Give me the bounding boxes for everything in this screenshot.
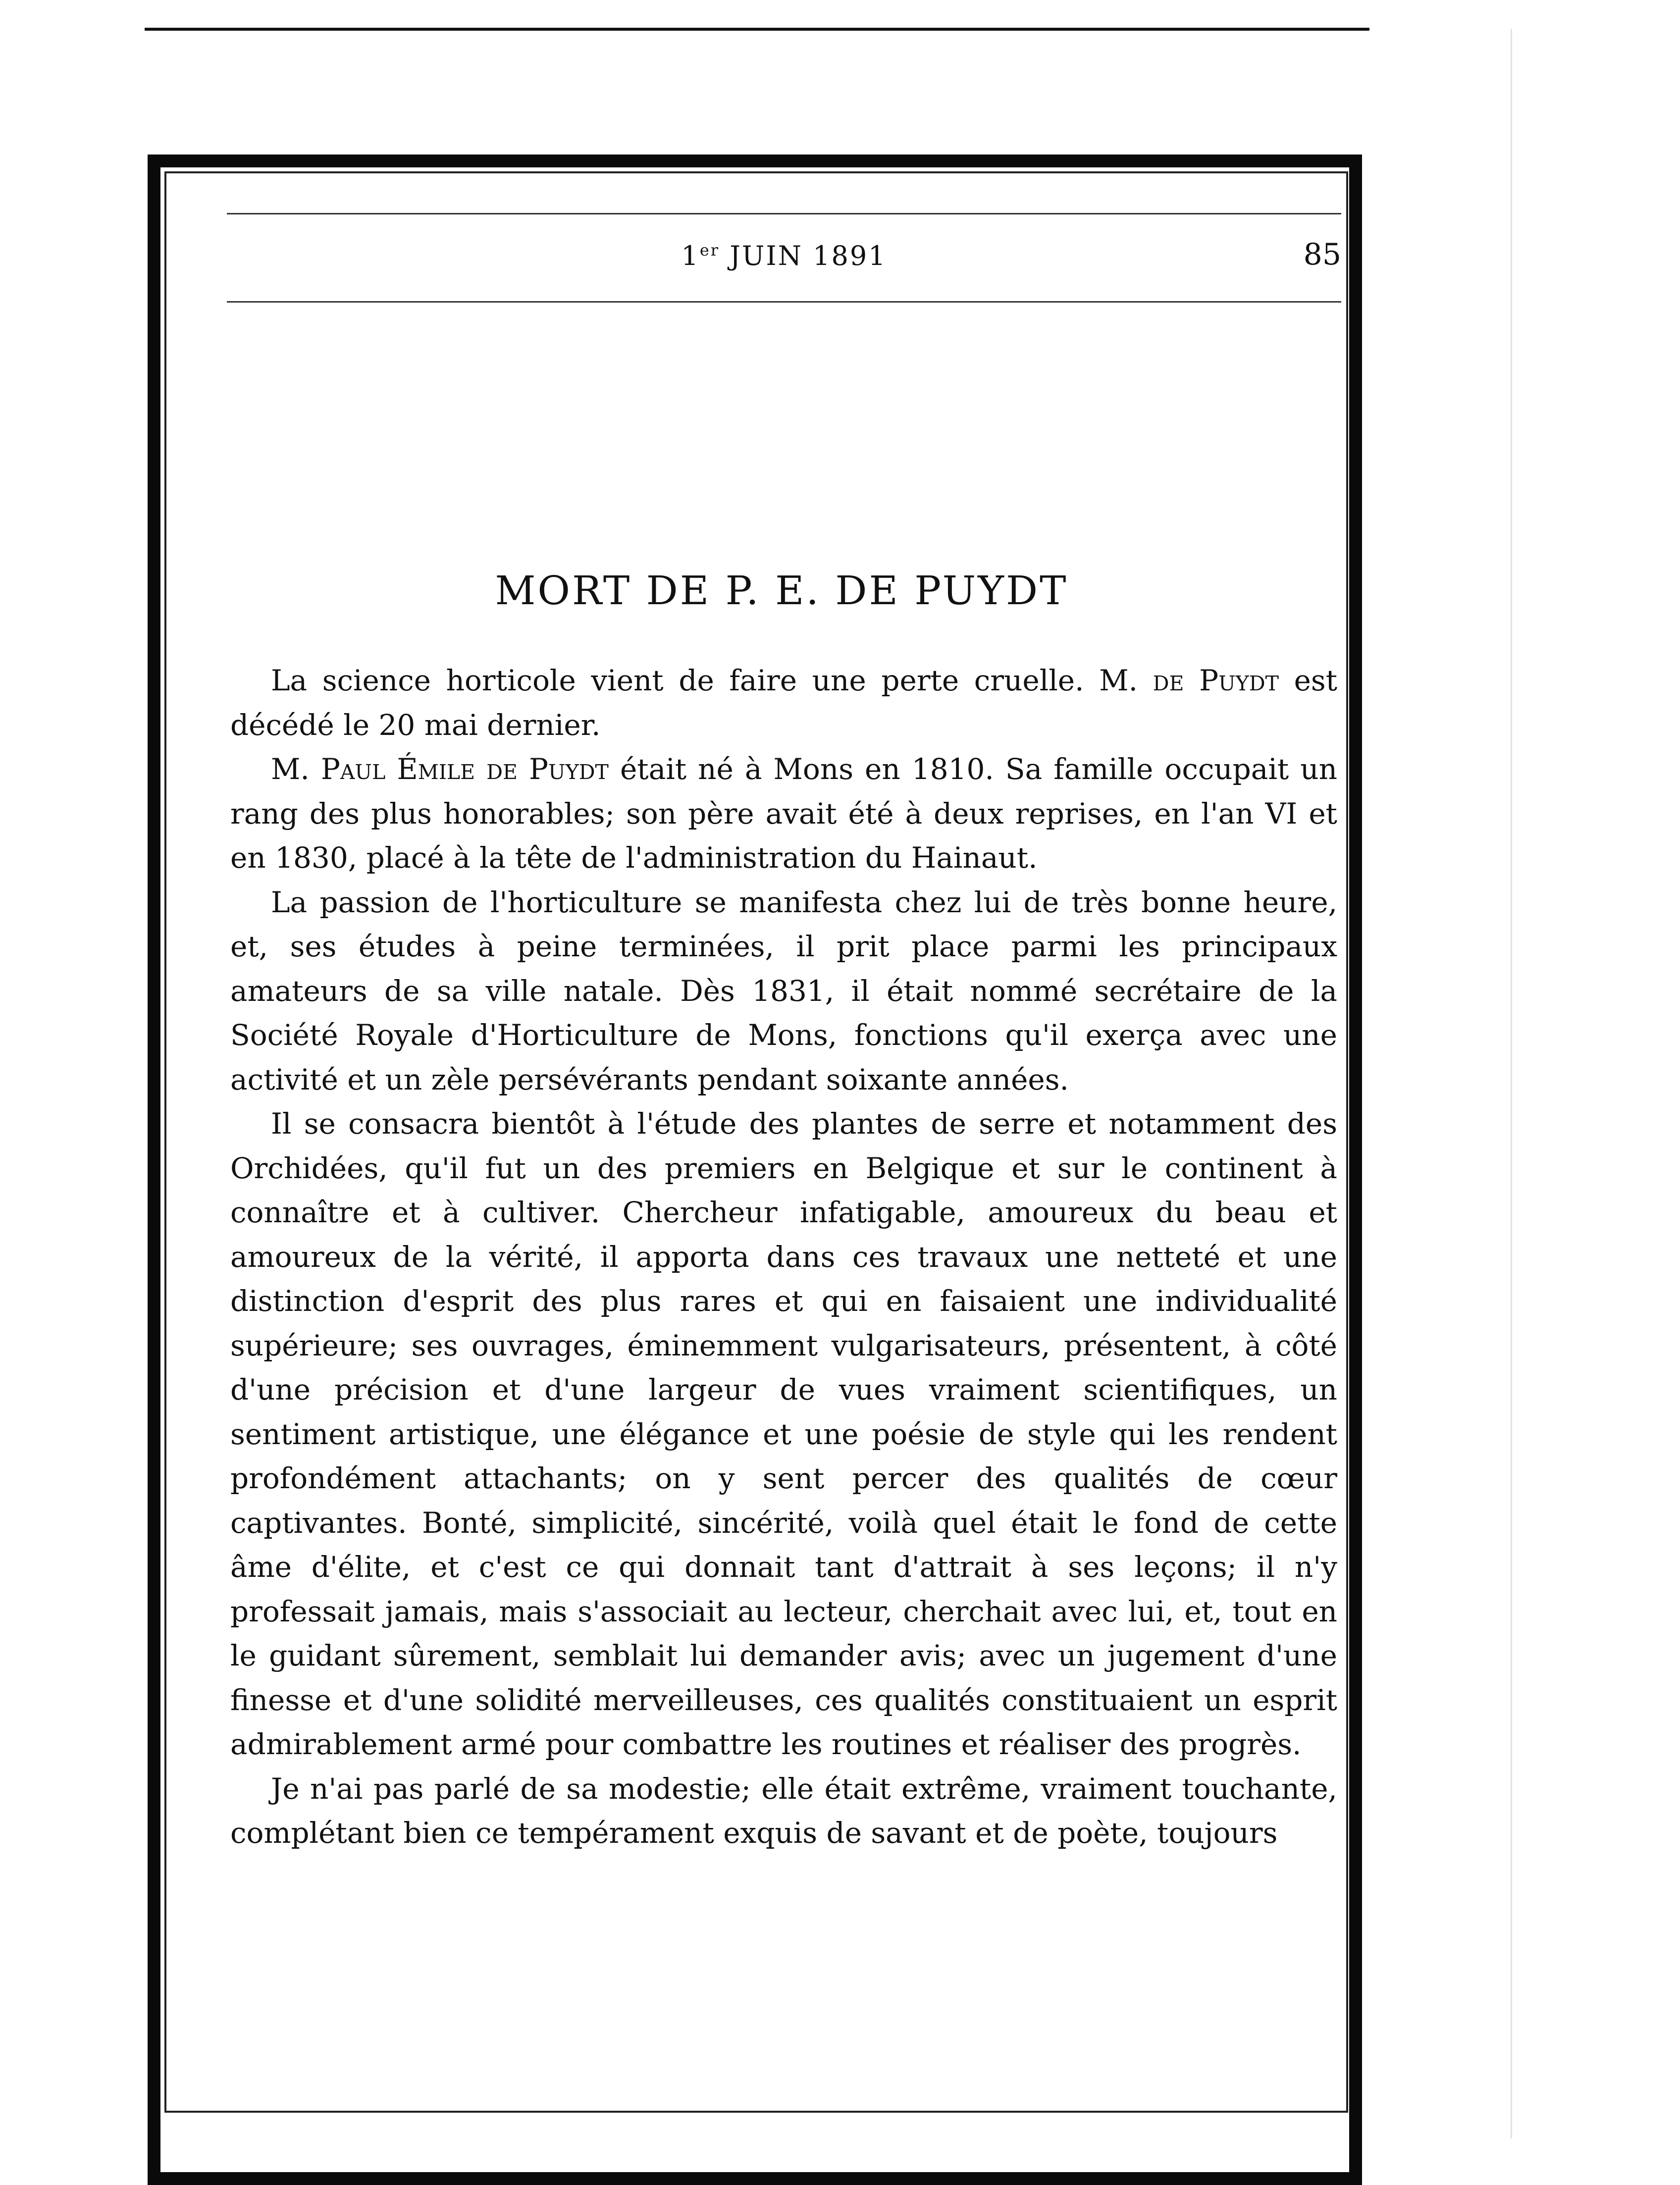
paragraph-2 bbox=[230, 747, 1337, 881]
header-date-prefix: 1 bbox=[681, 240, 700, 271]
top-edge-rule bbox=[145, 28, 1369, 31]
p2-name: Paul Émile de Puydt bbox=[320, 752, 609, 786]
page-number: 85 bbox=[1303, 237, 1341, 272]
header-date-rest: JUIN 1891 bbox=[720, 240, 887, 271]
p2-text-a: M. bbox=[271, 752, 321, 786]
paragraph-4: Il se consacra bientôt à l'étude des plantes de serre et notamment des Orchidées, qu'il fut un des premiers en Belgique et sur le continent à connaître et à cultiver. Chercheur infatigable, amoureux du beau et amoureux de la vérité, il apporta dans ces travaux une netteté et une distinction d'esprit des plus rares et qui en faisaient une individualité supérieure; ses ouvrages, éminemment vulgarisateurs, présentent, à côté d'une précision et d'une largeur de vues vraiment scientifiques, un sentiment artistique, une élégance et une poésie de style qui les rendent profondément attachants; on y sent percer des qualités de cœur captivantes. Bonté, simplicité, sincérité, voilà quel était le fond de cette âme d'élite, et c'est ce qui donnait tant d'attrait à ses leçons; il n'y professait jamais, mais s'associait au lecteur, cherchait avec lui, et, tout en le guidant sûrement, semblait lui demander avis; avec un jugement d'une finesse et d'une solidité merveilleuses, ces qualités constituaient un esprit admirablement armé pour combattre les routines et réaliser des progrès. bbox=[230, 1107, 1337, 1761]
article-body bbox=[230, 659, 1337, 1856]
running-header bbox=[227, 213, 1341, 303]
paragraph-3: La passion de l'horticulture se manifesta chez lui de très bonne heure, et, ses études à peine terminées, il prit place parmi les principaux amateurs de sa ville natale. Dès 1831, il était nommé secrétaire de la Société Royale d'Horticulture de Mons, fonctions qu'il exerça avec une activité et un zèle persévérants pendant soixante années. bbox=[230, 885, 1337, 1096]
article-title: MORT DE P. E. DE PUYDT bbox=[495, 567, 1068, 614]
header-date-sup: er bbox=[699, 241, 720, 260]
p1-text-a: La science horticole vient de faire une perte cruelle. M. bbox=[271, 664, 1153, 697]
header-date bbox=[227, 240, 1341, 271]
p1-name: de Puydt bbox=[1153, 664, 1279, 697]
paragraph-5: Je n'ai pas parlé de sa modestie; elle était extrême, vraiment touchante, complétant bien ce tempérament exquis de savant et de poète, toujours bbox=[230, 1771, 1337, 1850]
page-edge-shadow bbox=[1511, 29, 1512, 2138]
paragraph-1 bbox=[230, 659, 1337, 747]
p2-text-b: était né à Mons en 1810. Sa famille occupait un rang des plus honorables; son père avait été à deux reprises, en l'an VI et en 1830, placé à la tête de l'administration du Hainaut. bbox=[230, 752, 1338, 875]
p1-text-b: est décédé le 20 mai dernier. bbox=[230, 664, 1337, 742]
